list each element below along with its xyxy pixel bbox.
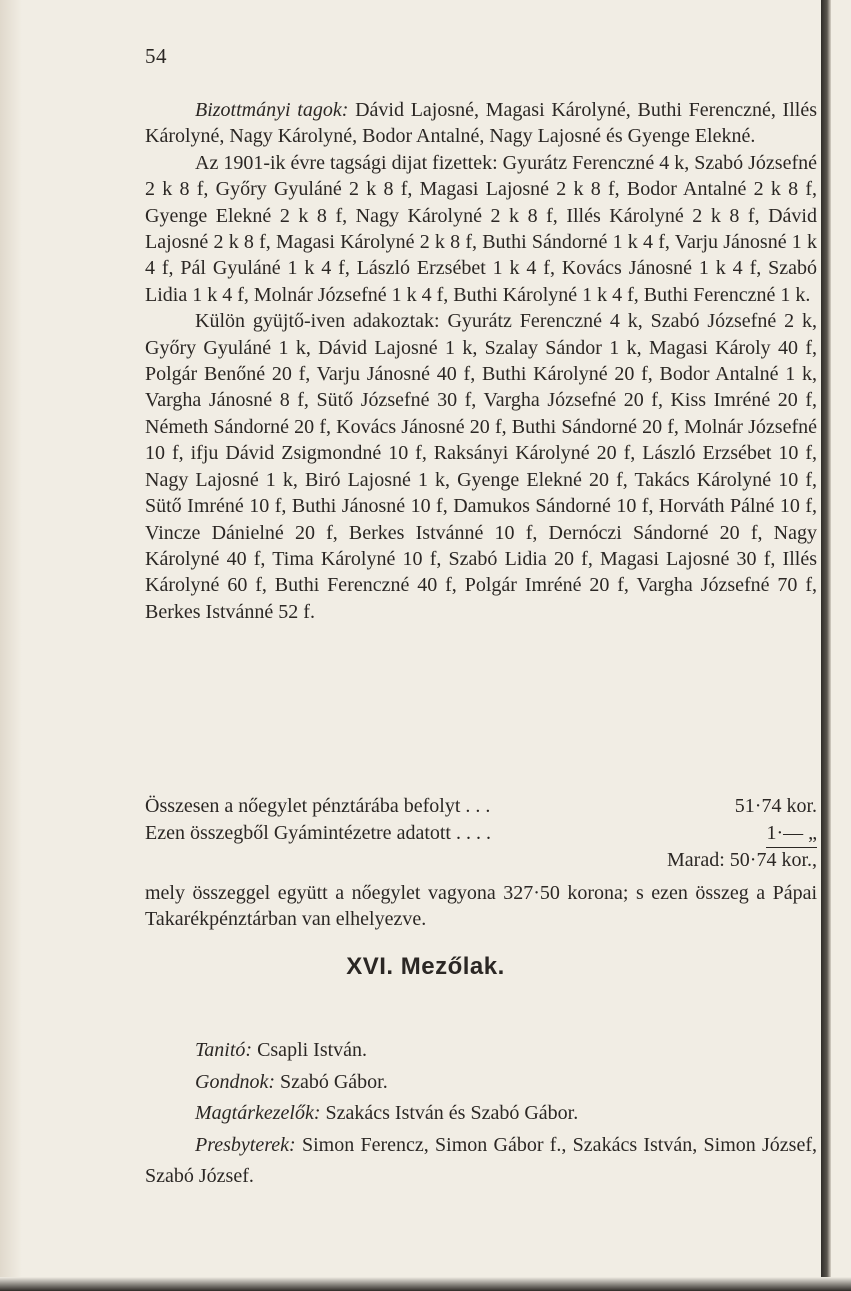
summary-label: Ezen összegből Gyámintézetre adatott . . . .	[145, 822, 491, 844]
closing-paragraph	[145, 880, 817, 933]
summary-table	[145, 793, 817, 874]
summary-amount: 1·— „	[766, 820, 817, 848]
summary-amount: 51·74 kor.	[734, 795, 817, 817]
committee-members	[145, 97, 817, 150]
closing-text: mely összeggel együtt a nőegylet vagyona 327·50 korona; s ezen összeg a Pápai Takarékpénztárban van elhelyezve.	[145, 882, 817, 931]
bottom-edge	[0, 1277, 851, 1291]
summary-row-total	[145, 793, 817, 820]
binding-shadow	[0, 0, 22, 1291]
section-title: XVI. Mezőlak.	[346, 953, 505, 980]
officer-label: Presbyterek:	[195, 1133, 296, 1156]
committee-label: Bizottmányi tagok:	[195, 99, 349, 121]
members-paragraph	[145, 97, 817, 625]
officer-label: Gondnok:	[195, 1070, 275, 1093]
membership-fees: Az 1901-ik évre tagsági dijat fizettek: Gyurátz Ferenczné 4 k, Szabó Józsefné 2 k 8 f, Győry Gyuláné 2 k 8 f, Magasi Lajosné 2 k 8 f, Bodor Antalné 2 k 8 f, Gyenge Elekné 2 k 8 f, Nagy Károlyné 2 k 8 f, Illés Károlyné 2 k 8 f, Dávid Lajosné 2 k 8 f, Magasi Károlyné 2 k 8 f, Buthi Sándorné 1 k 4 f, Varju Jánosné 1 k 4 f, Pál Gyuláné 1 k 4 f, László Erzsébet 1 k 4 f, Kovács Jánosné 1 k 4 f, Szabó Lidia 1 k 4 f, Molnár Józsefné 1 k 4 f, Buthi Károlyné 1 k 4 f, Buthi Ferenczné 1 k.	[145, 151, 817, 306]
remaining-label: Marad:	[667, 849, 725, 871]
officer-value: Simon Ferencz, Simon Gábor f., Szakács István, Simon József, Szabó József.	[145, 1133, 817, 1187]
officer-label: Tanitó:	[195, 1039, 253, 1061]
officer-label: Magtárkezelők:	[195, 1102, 321, 1124]
officer-value: Szabó Gábor.	[274, 1070, 388, 1093]
summary-row-remaining	[145, 847, 817, 874]
committee-text: Dávid Lajosné, Magasi Károlyné, Buthi Ferenczné, Illés Károlyné, Nagy Károlyné, Bodor Antalné, Nagy Lajosné és Gyenge Elekné.	[145, 99, 817, 148]
page-edge	[821, 0, 831, 1291]
summary-amount	[667, 847, 817, 874]
officer-teacher	[145, 1035, 817, 1067]
officer-granary	[145, 1098, 817, 1130]
summary-label: Összesen a nőegylet pénztárába befolyt . . .	[145, 795, 491, 817]
donations: Külön gyüjtő-iven adakoztak: Gyurátz Ferenczné 4 k, Szabó Józsefné 2 k, Győry Gyuláné 1 k, Dávid Lajosné 1 k, Szalay Sándor 1 k, Magasi Károly 40 f, Polgár Benőné 20 f, Varju Jánosné 40 f, Buthi Károlyné 20 f, Bodor Antalné 1 k, Vargha Jánosné 8 f, Sütő Józsefné 30 f, Vargha Józsefné 20 f, Kiss Imréné 20 f, Németh Sándorné 20 f, Kovács Jánosné 20 f, Buthi Sándorné 20 f, Molnár Józsefné 10 f, ifju Dávid Zsigmondné 10 f, Raksányi Károlyné 20 f, László Erzsébet 10 f, Nagy Lajosné 1 k, Biró Lajosné 1 k, Gyenge Elekné 20 f, Takács Károlyné 10 f, Sütő Imréné 10 f, Buthi Jánosné 10 f, Damukos Sándorné 10 f, Horváth Pálné 10 f, Vincze Dánielné 20 f, Berkes Istvánné 10 f, Dernóczi Sándorné 20 f, Nagy Károlyné 40 f, Tima Károlyné 10 f, Szabó Lidia 20 f, Magasi Lajosné 30 f, Illés Károlyné 60 f, Buthi Ferenczné 40 f, Polgár Imréné 20 f, Vargha Józsefné 70 f, Berkes Istvánné 52 f.	[145, 310, 817, 623]
officer-value: Csapli István.	[252, 1039, 368, 1061]
remaining-value: 50·74 kor.,	[729, 849, 817, 871]
summary-row-deduction	[145, 820, 817, 847]
officer-presbyters	[145, 1130, 817, 1193]
officers-list	[145, 1035, 817, 1193]
officer-value: Szakács István és Szabó Gábor.	[320, 1102, 579, 1124]
officer-curator	[145, 1067, 817, 1099]
page-number: 54	[145, 44, 167, 68]
